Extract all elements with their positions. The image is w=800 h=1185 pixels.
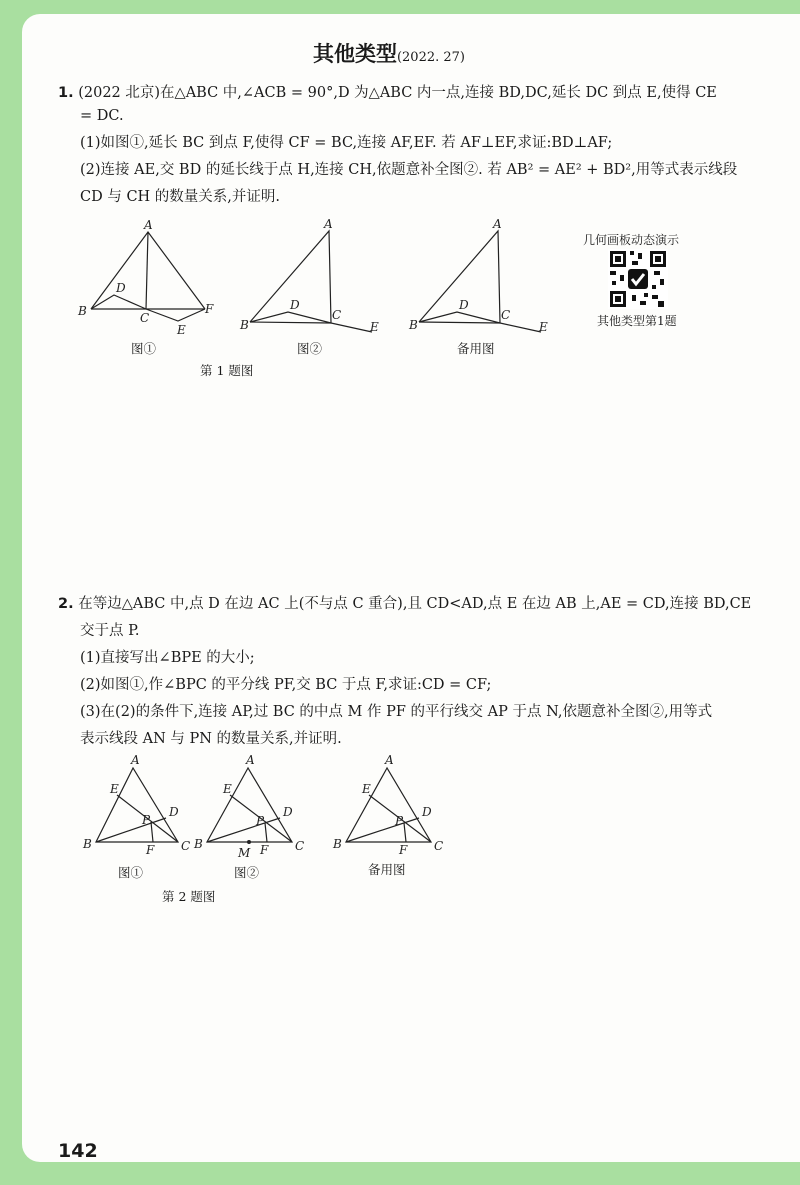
label-F: F	[399, 843, 408, 857]
q1-fig3-caption: 备用图	[457, 341, 495, 356]
label-A: A	[144, 218, 153, 232]
q1-part2b: CD 与 CH 的数量关系,并证明.	[80, 189, 281, 205]
page-number: 142	[58, 1140, 98, 1162]
label-A: A	[385, 753, 394, 767]
section-title	[0, 38, 778, 68]
label-E: E	[370, 320, 379, 334]
label-A: A	[493, 217, 502, 231]
label-C: C	[332, 308, 342, 322]
label-M: M	[238, 846, 251, 860]
label-F: F	[260, 843, 269, 857]
label-F: F	[146, 843, 155, 857]
q2-fig1-PF	[151, 822, 153, 842]
qr-bottom-label: 其他类型第1题	[597, 314, 677, 328]
label-E: E	[539, 320, 548, 334]
q2-part1: (1)直接写出∠BPE 的大小;	[80, 650, 255, 666]
label-B: B	[194, 837, 203, 851]
label-A: A	[324, 217, 333, 231]
q2-fig1-triangle	[96, 768, 178, 842]
q2-part3b: 表示线段 AN 与 PN 的数量关系,并证明.	[80, 731, 342, 747]
label-P: P	[142, 813, 151, 827]
label-C: C	[140, 311, 150, 325]
q2-line1-text: 在等边△ABC 中,点 D 在边 AC 上(不与点 C 重合),且 CD<AD,点 E 在边 AB 上,AE = CD,连接 BD,CE	[78, 596, 752, 612]
label-E: E	[223, 782, 232, 796]
q1-line1	[58, 83, 717, 103]
q1-fig3-base	[419, 322, 500, 323]
label-E: E	[110, 782, 119, 796]
label-D: D	[290, 298, 300, 312]
q2-fig1-caption: 图①	[118, 865, 144, 880]
section-title-text: 其他类型	[312, 42, 397, 66]
q1-number: 1.	[58, 85, 74, 101]
q1-part2a: (2)连接 AE,交 BD 的延长线于点 H,连接 CH,依题意补全图②. 若 AB² = AE² + BD²,用等式表示线段	[80, 162, 738, 178]
q1-fig1-caption: 图①	[131, 341, 157, 356]
label-C: C	[434, 839, 444, 853]
label-B: B	[409, 318, 418, 332]
label-A: A	[131, 753, 140, 767]
section-year: (2022. 27)	[396, 50, 466, 65]
label-B: B	[240, 318, 249, 332]
qr-top-label: 几何画板动态演示	[583, 233, 680, 247]
label-D: D	[116, 281, 126, 295]
label-D: D	[459, 298, 469, 312]
point-M	[247, 840, 251, 844]
label-E: E	[177, 323, 186, 337]
q2-number: 2.	[58, 596, 74, 612]
label-D: D	[169, 805, 179, 819]
q2-line1	[58, 594, 751, 614]
q2-fig2-caption: 图②	[234, 865, 260, 880]
label-E: E	[362, 782, 371, 796]
label-C: C	[181, 839, 191, 853]
label-A: A	[246, 753, 255, 767]
label-B: B	[78, 304, 87, 318]
label-D: D	[422, 805, 432, 819]
q1-figure-title: 第 1 题图	[200, 363, 254, 378]
q2-figure-title: 第 2 题图	[162, 889, 216, 904]
label-D: D	[283, 805, 293, 819]
qr-code-icon[interactable]	[608, 249, 668, 309]
q1-part1: (1)如图①,延长 BC 到点 F,使得 CF = BC,连接 AF,EF. 若 AF⊥EF,求证:BD⊥AF;	[80, 135, 613, 151]
q2-part3a: (3)在(2)的条件下,连接 AP,过 BC 的中点 M 作 PF 的平行线交 AP 于点 N,依题意补全图②,用等式	[80, 704, 713, 720]
q2-fig3-caption: 备用图	[368, 862, 406, 877]
q2-part2: (2)如图①,作∠BPC 的平分线 PF,交 BC 于点 F,求证:CD = CF;	[80, 677, 492, 693]
q1-fig2-base	[250, 322, 331, 323]
label-P: P	[256, 814, 265, 828]
q1-fig2-caption: 图②	[297, 341, 323, 356]
q2-line2: 交于点 P.	[80, 623, 140, 639]
label-P: P	[395, 814, 404, 828]
label-C: C	[501, 308, 511, 322]
q1-line1-text: (2022 北京)在△ABC 中,∠ACB = 90°,D 为△ABC 内一点,连接 BD,DC,延长 DC 到点 E,使得 CE	[78, 85, 717, 101]
label-B: B	[83, 837, 92, 851]
q2-fig3-triangle	[346, 768, 431, 842]
q2-fig3-PF	[404, 823, 406, 842]
q1-figures	[0, 215, 800, 385]
label-C: C	[295, 839, 305, 853]
q2-fig2-triangle	[207, 768, 292, 842]
q2-fig2-PF	[265, 823, 267, 842]
label-B: B	[333, 837, 342, 851]
q1-fig1-altitude	[146, 232, 148, 309]
label-F: F	[205, 302, 214, 316]
q2-figures	[0, 750, 800, 870]
q1-line2: = DC.	[80, 108, 124, 124]
